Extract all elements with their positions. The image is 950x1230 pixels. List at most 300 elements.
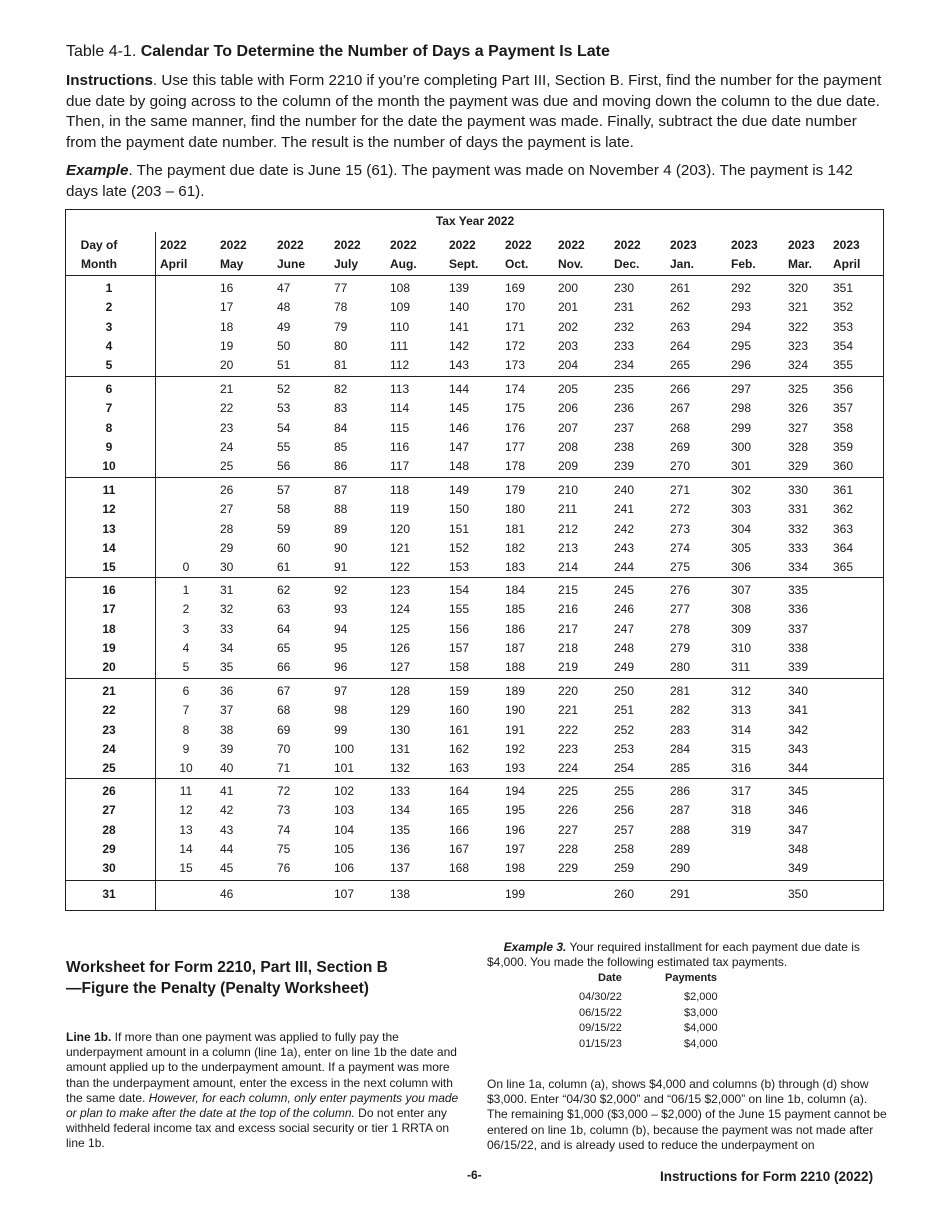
day-count-cell: 99 bbox=[334, 722, 348, 737]
payment-amount: $2,000 bbox=[684, 991, 718, 1003]
day-count-cell: 23 bbox=[220, 420, 234, 435]
day-count-cell: 154 bbox=[449, 583, 470, 597]
table-title bbox=[66, 43, 610, 61]
day-number: 8 bbox=[105, 420, 113, 435]
day-count-cell: 287 bbox=[670, 803, 691, 818]
day-count-cell: 34 bbox=[220, 640, 234, 655]
day-count-cell: 172 bbox=[505, 338, 526, 353]
day-count-cell: 66 bbox=[277, 660, 291, 675]
day-count-cell: 21 bbox=[220, 382, 234, 396]
day-number: 16 bbox=[102, 583, 116, 597]
day-of-month-header bbox=[66, 236, 132, 274]
day-count-cell: 361 bbox=[833, 483, 854, 497]
day-count-cell: 140 bbox=[449, 300, 470, 315]
day-count-cell: 53 bbox=[277, 401, 291, 416]
day-count-cell: 118 bbox=[390, 483, 410, 497]
column-year: 2022 bbox=[390, 238, 417, 252]
day-count-cell: 147 bbox=[449, 439, 470, 454]
day-count-cell: 149 bbox=[449, 483, 470, 497]
day-count-cell: 178 bbox=[505, 459, 526, 474]
day-count-cell: 93 bbox=[334, 602, 348, 617]
day-count-cell: 218 bbox=[558, 640, 579, 655]
day-number: 28 bbox=[102, 822, 116, 837]
day-count-cell: 347 bbox=[788, 822, 809, 837]
day-count-cell: 299 bbox=[731, 420, 752, 435]
day-count-cell: 316 bbox=[731, 761, 752, 776]
day-count-cell: 161 bbox=[449, 722, 470, 737]
day-count-cell: 30 bbox=[220, 560, 234, 575]
day-count-cell: 10 bbox=[179, 761, 193, 776]
day-count-cell: 322 bbox=[788, 319, 809, 334]
day-count-cell: 16 bbox=[220, 281, 234, 295]
day-number: 30 bbox=[102, 861, 116, 876]
day-count-cell: 297 bbox=[731, 382, 752, 396]
day-count-cell: 98 bbox=[334, 703, 348, 718]
day-count-cell: 49 bbox=[277, 319, 291, 334]
page-number: -6- bbox=[467, 1168, 482, 1182]
worksheet-title: Worksheet for Form 2210, Part III, Section B—Figure the Penalty (Penalty Worksheet) bbox=[66, 959, 388, 997]
day-count-cell: 181 bbox=[505, 521, 526, 536]
day-count-cell: 31 bbox=[220, 583, 234, 597]
day-count-cell: 301 bbox=[731, 459, 752, 474]
day-count-cell: 60 bbox=[277, 540, 291, 555]
day-count-cell: 125 bbox=[390, 621, 411, 636]
day-count-cell: 134 bbox=[390, 803, 411, 818]
day-count-cell: 220 bbox=[558, 684, 579, 698]
day-count-cell: 267 bbox=[670, 401, 691, 416]
day-count-cell: 76 bbox=[277, 861, 291, 876]
day-header-line: Day of bbox=[80, 238, 118, 252]
payment-amount: $3,000 bbox=[684, 1006, 718, 1019]
day-number: 23 bbox=[102, 722, 116, 737]
day-count-cell: 306 bbox=[731, 560, 752, 575]
day-count-cell: 159 bbox=[449, 684, 470, 698]
day-count-cell: 5 bbox=[182, 660, 190, 675]
day-number: 31 bbox=[102, 887, 116, 901]
day-count-cell: 174 bbox=[505, 382, 526, 396]
line-1b-text-2: Do not enter any withheld federal income tax and excess social security or tier 1 RRTA on line 1b. bbox=[66, 1106, 450, 1151]
day-count-cell: 71 bbox=[277, 761, 291, 776]
day-count-cell: 216 bbox=[558, 602, 579, 617]
column-year: 2023 bbox=[833, 238, 860, 252]
day-count-cell: 244 bbox=[614, 560, 635, 575]
day-count-cell: 117 bbox=[390, 459, 410, 474]
day-count-cell: 248 bbox=[614, 640, 635, 655]
day-count-cell: 139 bbox=[449, 281, 470, 295]
day-count-cell: 318 bbox=[731, 803, 752, 818]
day-count-cell: 245 bbox=[614, 583, 635, 597]
day-count-cell: 321 bbox=[788, 300, 809, 315]
column-year: 2022 bbox=[505, 238, 532, 252]
month-column-header bbox=[505, 236, 532, 274]
worksheet-body bbox=[66, 1030, 461, 1152]
day-count-cell: 215 bbox=[558, 583, 579, 597]
day-count-cell: 190 bbox=[505, 703, 526, 718]
day-count-cell: 153 bbox=[449, 560, 470, 575]
day-count-cell: 141 bbox=[449, 319, 470, 334]
day-count-cell: 152 bbox=[449, 540, 470, 555]
payments-amount-header: Payments bbox=[665, 972, 717, 984]
day-count-cell: 239 bbox=[614, 459, 635, 474]
column-year: 2023 bbox=[670, 238, 697, 252]
day-count-cell: 275 bbox=[670, 560, 691, 575]
day-count-cell: 100 bbox=[334, 741, 355, 756]
day-count-cell: 360 bbox=[833, 459, 854, 474]
day-count-cell: 300 bbox=[731, 439, 752, 454]
day-count-cell: 238 bbox=[614, 439, 635, 454]
day-count-cell: 88 bbox=[334, 502, 348, 517]
day-number: 9 bbox=[105, 439, 113, 454]
day-count-cell: 124 bbox=[390, 602, 411, 617]
day-count-cell: 144 bbox=[449, 382, 470, 396]
day-count-cell: 9 bbox=[182, 741, 190, 756]
month-column-header bbox=[334, 236, 361, 274]
day-count-cell: 114 bbox=[390, 401, 410, 416]
day-count-cell: 0 bbox=[182, 560, 190, 575]
day-count-cell: 307 bbox=[731, 583, 752, 597]
form-title-footer: Instructions for Form 2210 (2022) bbox=[660, 1169, 874, 1184]
day-count-cell: 123 bbox=[390, 583, 411, 597]
column-year: 2023 bbox=[731, 238, 758, 252]
day-count-cell: 237 bbox=[614, 420, 635, 435]
day-number: 21 bbox=[102, 684, 116, 698]
day-count-cell: 262 bbox=[670, 300, 691, 315]
day-count-cell: 32 bbox=[220, 602, 234, 617]
day-count-cell: 281 bbox=[670, 684, 691, 698]
day-count-cell: 210 bbox=[558, 483, 579, 497]
line-1b-italic: However, for each column, only enter payments you made or plan to make after the date at the top of the column. bbox=[66, 1090, 459, 1121]
day-count-cell: 332 bbox=[788, 521, 809, 536]
day-count-cell: 78 bbox=[334, 300, 348, 315]
column-month: Mar. bbox=[788, 257, 813, 271]
column-year: 2022 bbox=[277, 238, 304, 252]
day-count-cell: 133 bbox=[390, 784, 411, 798]
day-count-cell: 288 bbox=[670, 822, 691, 837]
payment-date: 09/15/22 bbox=[579, 1022, 622, 1034]
tax-year-header: Tax Year 2022 bbox=[435, 214, 515, 228]
day-count-cell: 334 bbox=[788, 560, 809, 575]
day-count-cell: 226 bbox=[558, 803, 579, 818]
day-count-cell: 52 bbox=[277, 382, 291, 396]
day-count-cell: 75 bbox=[277, 841, 291, 856]
day-count-cell: 130 bbox=[390, 722, 411, 737]
day-count-cell: 268 bbox=[670, 420, 691, 435]
day-count-cell: 113 bbox=[390, 382, 410, 396]
day-count-cell: 50 bbox=[277, 338, 291, 353]
day-count-cell: 276 bbox=[670, 583, 691, 597]
day-count-cell: 54 bbox=[277, 420, 291, 435]
day-count-cell: 33 bbox=[220, 621, 234, 636]
table-rule bbox=[66, 880, 884, 881]
day-count-cell: 203 bbox=[558, 338, 579, 353]
day-count-cell: 273 bbox=[670, 521, 691, 536]
day-count-cell: 263 bbox=[670, 319, 691, 334]
month-column-header bbox=[833, 236, 860, 274]
day-count-cell: 132 bbox=[390, 761, 411, 776]
day-count-cell: 353 bbox=[833, 319, 854, 334]
day-count-cell: 253 bbox=[614, 741, 635, 756]
payment-amount: $4,000 bbox=[684, 1022, 718, 1034]
day-count-cell: 246 bbox=[614, 602, 635, 617]
day-count-cell: 195 bbox=[505, 803, 526, 818]
day-count-cell: 128 bbox=[390, 684, 411, 698]
day-count-cell: 58 bbox=[277, 502, 291, 517]
day-count-cell: 363 bbox=[833, 521, 854, 536]
day-count-cell: 165 bbox=[449, 803, 470, 818]
day-count-cell: 37 bbox=[220, 703, 234, 718]
day-count-cell: 339 bbox=[788, 660, 809, 675]
day-count-cell: 289 bbox=[670, 841, 691, 856]
day-count-cell: 207 bbox=[558, 420, 579, 435]
day-count-cell: 138 bbox=[390, 887, 411, 901]
column-month: April bbox=[833, 257, 861, 271]
day-count-cell: 116 bbox=[390, 439, 410, 454]
day-count-cell: 313 bbox=[731, 703, 752, 718]
day-count-cell: 46 bbox=[220, 887, 234, 901]
day-count-cell: 169 bbox=[505, 281, 526, 295]
day-count-cell: 250 bbox=[614, 684, 635, 698]
day-count-cell: 340 bbox=[788, 684, 809, 698]
example-3 bbox=[487, 940, 887, 970]
day-count-cell: 131 bbox=[390, 741, 411, 756]
day-count-cell: 72 bbox=[277, 784, 291, 798]
day-count-cell: 214 bbox=[558, 560, 579, 575]
day-count-cell: 302 bbox=[731, 483, 752, 497]
day-count-cell: 200 bbox=[558, 281, 579, 295]
day-count-cell: 236 bbox=[614, 401, 635, 416]
column-month: May bbox=[220, 257, 244, 271]
column-month: Sept. bbox=[449, 257, 479, 271]
day-count-cell: 224 bbox=[558, 761, 579, 776]
column-year: 2022 bbox=[449, 238, 476, 252]
day-count-cell: 7 bbox=[182, 703, 190, 718]
day-count-cell: 280 bbox=[670, 660, 691, 675]
day-count-cell: 111 bbox=[390, 338, 409, 353]
day-count-cell: 312 bbox=[731, 684, 752, 698]
day-count-cell: 330 bbox=[788, 483, 809, 497]
table-rule bbox=[66, 678, 884, 679]
column-month: Jan. bbox=[670, 257, 695, 271]
day-count-cell: 326 bbox=[788, 401, 809, 416]
day-count-cell: 191 bbox=[505, 722, 526, 737]
day-count-cell: 13 bbox=[179, 822, 193, 837]
day-number: 14 bbox=[102, 540, 116, 555]
day-count-cell: 350 bbox=[788, 887, 809, 901]
day-count-cell: 86 bbox=[334, 459, 348, 474]
column-month: Aug. bbox=[390, 257, 417, 271]
day-number: 18 bbox=[102, 621, 116, 636]
day-count-cell: 257 bbox=[614, 822, 635, 837]
day-count-cell: 103 bbox=[334, 803, 355, 818]
day-count-cell: 173 bbox=[505, 358, 526, 373]
day-count-cell: 208 bbox=[558, 439, 579, 454]
day-count-cell: 105 bbox=[334, 841, 355, 856]
day-count-cell: 201 bbox=[558, 300, 579, 315]
day-count-cell: 260 bbox=[614, 887, 635, 901]
day-count-cell: 213 bbox=[558, 540, 579, 555]
line-1b-text: If more than one payment was applied to fully pay the underpayment amount in a column (line 1a), enter on line 1b the date and amount applied up to the underpayment amount. If a payment was more than the underpayment amount, enter the excess in the next column with the same date. bbox=[66, 1030, 457, 1105]
day-count-cell: 83 bbox=[334, 401, 348, 416]
column-year: 2022 bbox=[334, 238, 361, 252]
day-count-cell: 115 bbox=[390, 420, 410, 435]
day-count-cell: 126 bbox=[390, 640, 411, 655]
day-count-cell: 228 bbox=[558, 841, 579, 856]
day-number: 26 bbox=[102, 784, 116, 798]
day-count-cell: 110 bbox=[390, 319, 410, 334]
day-count-cell: 168 bbox=[449, 861, 470, 876]
day-count-cell: 51 bbox=[277, 358, 291, 373]
day-count-cell: 80 bbox=[334, 338, 348, 353]
day-count-cell: 104 bbox=[334, 822, 355, 837]
day-count-cell: 227 bbox=[558, 822, 579, 837]
day-count-cell: 209 bbox=[558, 459, 579, 474]
day-count-cell: 69 bbox=[277, 722, 291, 737]
day-count-cell: 189 bbox=[505, 684, 526, 698]
day-number: 20 bbox=[102, 660, 116, 675]
example-label: Example bbox=[66, 162, 129, 179]
day-count-cell: 14 bbox=[179, 841, 193, 856]
day-count-cell: 202 bbox=[558, 319, 579, 334]
day-count-cell: 270 bbox=[670, 459, 691, 474]
column-year: 2023 bbox=[788, 238, 815, 252]
day-count-cell: 129 bbox=[390, 703, 411, 718]
day-count-cell: 362 bbox=[833, 502, 854, 517]
day-count-cell: 122 bbox=[390, 560, 411, 575]
day-count-cell: 26 bbox=[220, 483, 234, 497]
day-count-cell: 43 bbox=[220, 822, 234, 837]
day-count-cell: 325 bbox=[788, 382, 809, 396]
day-count-cell: 142 bbox=[449, 338, 470, 353]
day-count-cell: 348 bbox=[788, 841, 809, 856]
instructions-text: . Use this table with Form 2210 if you’re completing Part III, Section B. First, find the number for the payment due date by going across to the column of the month the payment was due and moving down the column to the due date. Then, in the same manner, find the number for the date the payment was made. Finally, subtract the due date number from the payment date number. The result is the number of days the payment is late. bbox=[66, 72, 882, 151]
day-count-cell: 12 bbox=[179, 803, 193, 818]
day-count-cell: 205 bbox=[558, 382, 579, 396]
table-rule bbox=[66, 275, 884, 276]
day-count-cell: 333 bbox=[788, 540, 809, 555]
day-count-cell: 327 bbox=[788, 420, 809, 435]
day-count-cell: 68 bbox=[277, 703, 291, 718]
day-count-cell: 323 bbox=[788, 338, 809, 353]
day-count-cell: 20 bbox=[220, 358, 234, 373]
day-count-cell: 44 bbox=[220, 841, 234, 856]
day-count-cell: 39 bbox=[220, 741, 234, 756]
day-count-cell: 204 bbox=[558, 358, 579, 373]
month-column-header bbox=[558, 236, 585, 274]
day-count-cell: 67 bbox=[277, 684, 291, 698]
day-count-cell: 336 bbox=[788, 602, 809, 617]
day-count-cell: 343 bbox=[788, 741, 809, 756]
table-divider bbox=[155, 232, 156, 911]
day-count-cell: 344 bbox=[788, 761, 809, 776]
day-count-cell: 59 bbox=[277, 521, 291, 536]
day-count-cell: 364 bbox=[833, 540, 854, 555]
instructions-label: Instructions bbox=[66, 72, 153, 89]
day-count-cell: 338 bbox=[788, 640, 809, 655]
day-count-cell: 283 bbox=[670, 722, 691, 737]
day-count-cell: 57 bbox=[277, 483, 291, 497]
day-number: 1 bbox=[105, 281, 113, 295]
day-count-cell: 148 bbox=[449, 459, 470, 474]
day-number: 2 bbox=[105, 300, 113, 315]
day-count-cell: 255 bbox=[614, 784, 635, 798]
day-count-cell: 137 bbox=[390, 861, 411, 876]
day-number: 27 bbox=[102, 803, 116, 818]
day-count-cell: 177 bbox=[505, 439, 526, 454]
day-number: 4 bbox=[105, 338, 113, 353]
month-column-header bbox=[788, 236, 815, 274]
day-count-cell: 352 bbox=[833, 300, 854, 315]
day-count-cell: 317 bbox=[731, 784, 752, 798]
month-column-header bbox=[160, 236, 187, 274]
day-count-cell: 94 bbox=[334, 621, 348, 636]
day-count-cell: 29 bbox=[220, 540, 234, 555]
day-count-cell: 36 bbox=[220, 684, 234, 698]
day-count-cell: 277 bbox=[670, 602, 691, 617]
example-paragraph bbox=[66, 161, 886, 202]
day-count-cell: 62 bbox=[277, 583, 291, 597]
day-number: 11 bbox=[102, 483, 116, 497]
day-count-cell: 357 bbox=[833, 401, 854, 416]
day-header-line: Month bbox=[81, 257, 117, 271]
day-count-cell: 95 bbox=[334, 640, 348, 655]
day-count-cell: 127 bbox=[390, 660, 411, 675]
day-count-cell: 145 bbox=[449, 401, 470, 416]
day-count-cell: 55 bbox=[277, 439, 291, 454]
table-title-text: Calendar To Determine the Number of Days a Payment Is Late bbox=[140, 43, 610, 60]
day-count-cell: 27 bbox=[220, 502, 234, 517]
day-number: 6 bbox=[105, 382, 113, 396]
day-count-cell: 42 bbox=[220, 803, 234, 818]
day-count-cell: 355 bbox=[833, 358, 854, 373]
payment-date: 04/30/22 bbox=[579, 991, 622, 1003]
day-count-cell: 45 bbox=[220, 861, 234, 876]
day-number: 7 bbox=[105, 401, 113, 416]
day-count-cell: 196 bbox=[505, 822, 526, 837]
day-count-cell: 319 bbox=[731, 822, 752, 837]
day-count-cell: 269 bbox=[670, 439, 691, 454]
day-count-cell: 64 bbox=[277, 621, 291, 636]
day-count-cell: 135 bbox=[390, 822, 411, 837]
day-count-cell: 90 bbox=[334, 540, 348, 555]
day-count-cell: 206 bbox=[558, 401, 579, 416]
day-count-cell: 247 bbox=[614, 621, 635, 636]
day-count-cell: 259 bbox=[614, 861, 635, 876]
day-count-cell: 234 bbox=[614, 358, 635, 373]
day-count-cell: 24 bbox=[220, 439, 234, 454]
day-count-cell: 337 bbox=[788, 621, 809, 636]
day-count-cell: 47 bbox=[277, 281, 291, 295]
column-year: 2022 bbox=[220, 238, 247, 252]
day-count-cell: 89 bbox=[334, 521, 348, 536]
day-count-cell: 120 bbox=[390, 521, 411, 536]
day-count-cell: 243 bbox=[614, 540, 635, 555]
day-count-cell: 258 bbox=[614, 841, 635, 856]
day-count-cell: 84 bbox=[334, 420, 348, 435]
day-count-cell: 278 bbox=[670, 621, 691, 636]
column-month: July bbox=[334, 257, 359, 271]
day-count-cell: 183 bbox=[505, 560, 526, 575]
day-count-cell: 211 bbox=[558, 502, 578, 517]
month-column-header bbox=[449, 236, 478, 274]
day-count-cell: 324 bbox=[788, 358, 809, 373]
day-count-cell: 272 bbox=[670, 502, 691, 517]
day-number: 25 bbox=[102, 761, 116, 776]
day-count-cell: 293 bbox=[731, 300, 752, 315]
day-count-cell: 167 bbox=[449, 841, 470, 856]
month-column-header bbox=[390, 236, 417, 274]
day-count-cell: 231 bbox=[614, 300, 635, 315]
day-count-cell: 73 bbox=[277, 803, 291, 818]
